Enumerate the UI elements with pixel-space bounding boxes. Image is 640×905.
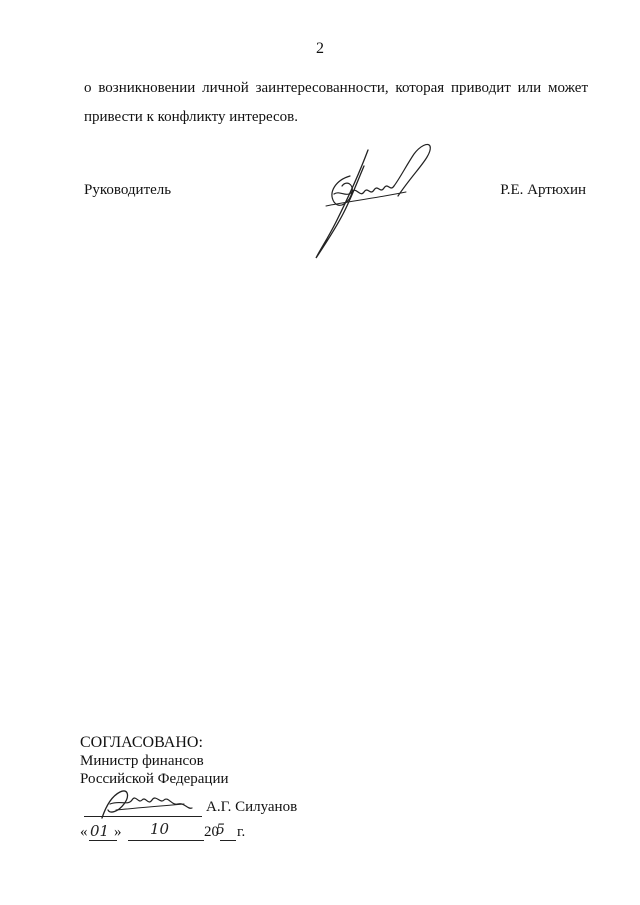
date-year-suffix: г. (237, 824, 246, 840)
signature-main (306, 136, 436, 262)
date-year-line (220, 839, 236, 841)
signature-line (84, 816, 202, 817)
approver-name: А.Г. Силуанов (206, 799, 298, 815)
signer-name: Р.Е. Артюхин (500, 182, 586, 198)
approval-block (80, 734, 229, 788)
approver-position-line-2: Российской Федерации (80, 771, 229, 787)
approval-stamp: СОГЛАСОВАНО: (80, 734, 203, 751)
page-number: 2 (316, 40, 324, 57)
body-text-line-2: привести к конфликту интересов. (84, 109, 299, 125)
approval-date-row (80, 824, 300, 846)
body-text-line-1: о возникновении личной заинтересованности, которая приводит или может (84, 80, 588, 96)
body-paragraph (84, 74, 588, 132)
handwritten-day: 01 (90, 822, 110, 840)
date-year-prefix: 20 (204, 824, 219, 840)
approver-signature-row (80, 799, 340, 821)
date-quote-open: « (80, 824, 88, 840)
handwritten-year-digit: 5 (216, 822, 225, 838)
handwritten-month: 10 (150, 820, 170, 838)
signer-title: Руководитель (84, 182, 172, 198)
approver-position-line-1: Министр финансов (80, 753, 204, 769)
date-quote-close: » (114, 824, 122, 840)
date-month-line (128, 839, 204, 841)
